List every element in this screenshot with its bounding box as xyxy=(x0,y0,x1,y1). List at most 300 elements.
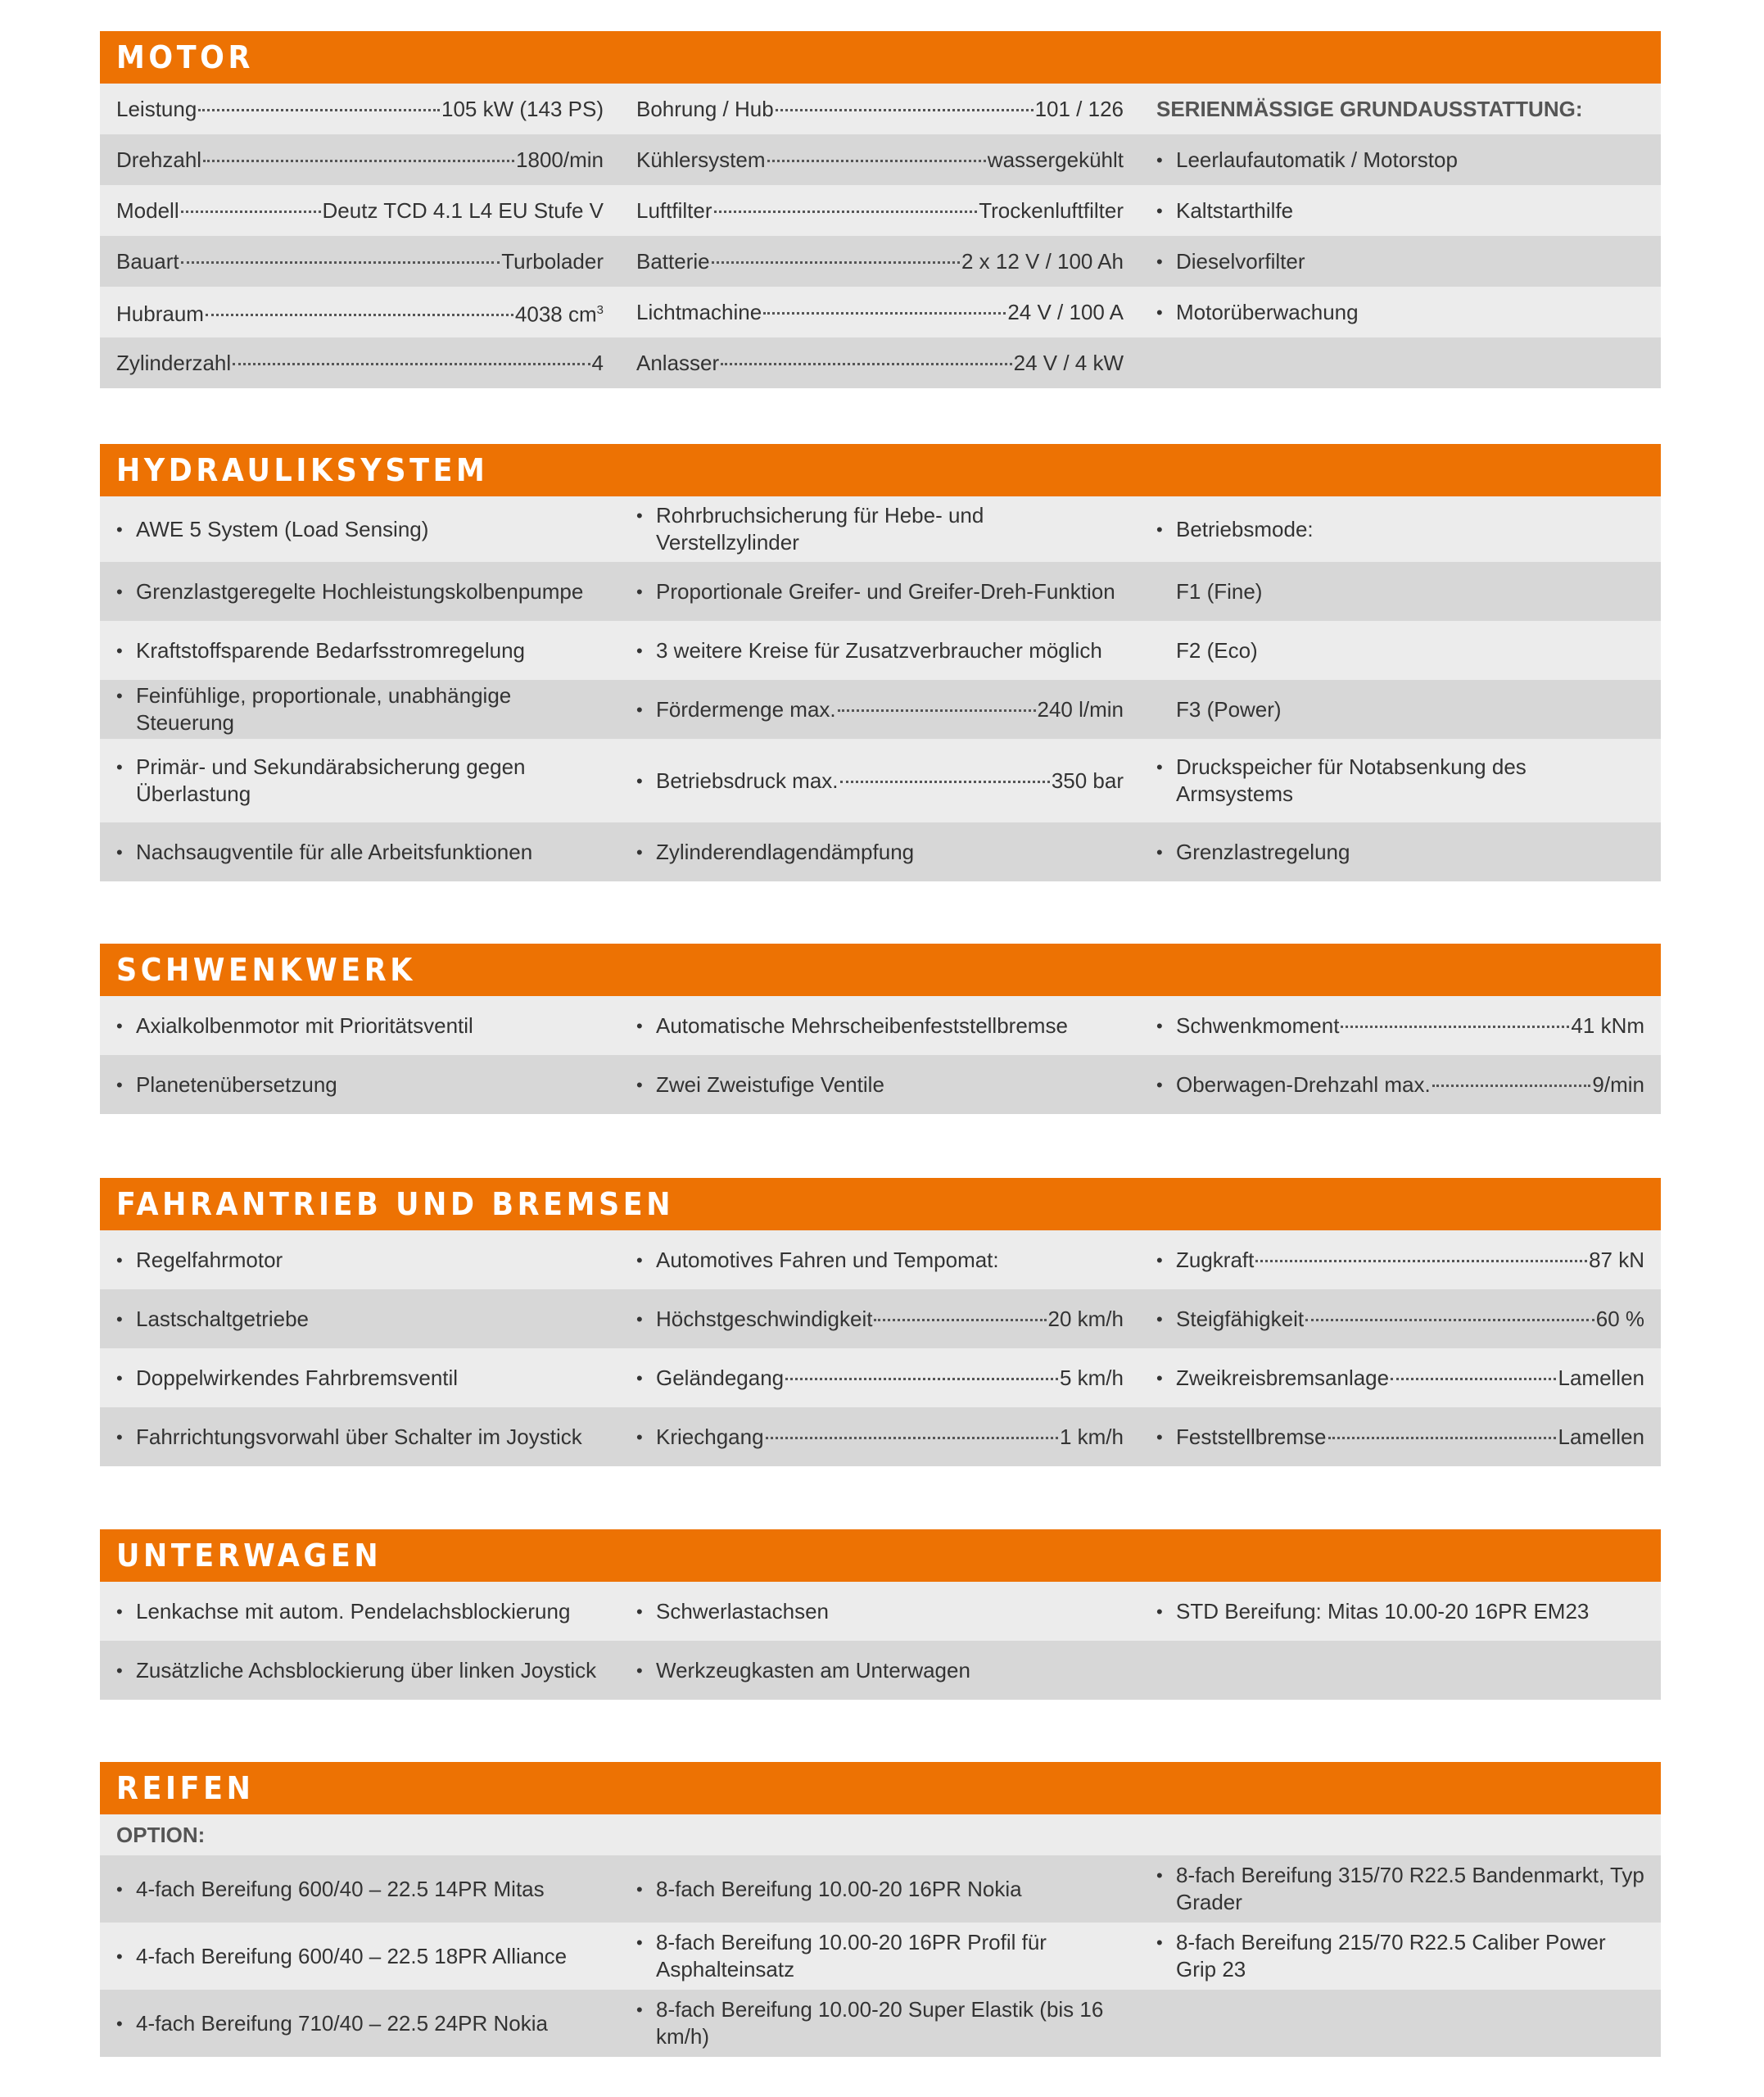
table-cell xyxy=(100,1990,620,2057)
bullet-dot: • xyxy=(636,1015,643,1036)
table-row xyxy=(100,621,1661,680)
table-row xyxy=(100,680,1661,739)
bullet-text: Werkzeugkasten am Unterwagen xyxy=(656,1657,970,1683)
bullet-text: Primär- und Sekundärabsicherung gegen Überlastung xyxy=(136,754,526,806)
dot-leader xyxy=(712,261,960,264)
spec-kv xyxy=(656,696,1124,723)
table-cell xyxy=(1140,680,1661,739)
bullet-text: Motorüberwachung xyxy=(1176,299,1359,324)
section-header xyxy=(100,1529,1661,1582)
spec-kv xyxy=(656,768,1124,795)
spec-value-text: 24 V / 4 kW xyxy=(1013,350,1124,375)
bullet-item xyxy=(636,1657,1124,1684)
bullet-text: Planetenübersetzung xyxy=(136,1071,337,1097)
bullet-dot: • xyxy=(116,1249,123,1270)
table-cell xyxy=(100,1855,620,1923)
dot-leader xyxy=(233,363,590,365)
bullet-dot: • xyxy=(636,1426,643,1447)
table-row xyxy=(100,1407,1661,1466)
dot-leader xyxy=(776,109,1034,111)
spec-value xyxy=(1035,96,1124,123)
bullet-item xyxy=(116,839,604,866)
section-motor xyxy=(100,31,1661,388)
table-row xyxy=(100,84,1661,134)
dot-leader xyxy=(721,363,1011,365)
mode-item: F3 (Power) xyxy=(1176,696,1282,722)
table-row xyxy=(100,562,1661,621)
bullet-dot: • xyxy=(116,1074,123,1095)
bullet-item xyxy=(636,578,1124,605)
bullet-dot: • xyxy=(116,841,123,863)
bullet-dot: • xyxy=(1156,301,1163,323)
spec-value-text: 4 xyxy=(591,350,604,375)
spec-value-text: 105 kW (143 PS) xyxy=(441,96,604,121)
spec-value xyxy=(961,248,1124,275)
bullet-text: Regelfahrmotor xyxy=(136,1247,283,1272)
bullet-item xyxy=(116,1876,604,1903)
table-cell xyxy=(1140,1407,1661,1466)
mode-item: F1 (Fine) xyxy=(1176,578,1263,604)
spec-value xyxy=(1060,1365,1124,1392)
spec-key: Geländegang xyxy=(656,1365,785,1390)
bullet-text: 3 weitere Kreise für Zusatzverbraucher möglich xyxy=(656,637,1102,663)
spec-key: Drehzahl xyxy=(116,147,202,172)
bullet-text: Axialkolbenmotor mit Prioritätsventil xyxy=(136,1012,473,1038)
spec-value xyxy=(592,350,604,377)
bullet-dot: • xyxy=(116,581,123,602)
table-cell xyxy=(100,1582,620,1641)
table-row xyxy=(100,287,1661,337)
bullet-text: 8-fach Bereifung 10.00-20 Super Elastik (bis 16 km/h) xyxy=(656,1997,1104,2049)
section-title: HYDRAULIKSYSTEM xyxy=(116,452,489,488)
table-cell xyxy=(620,621,1140,680)
table-cell xyxy=(100,496,620,562)
spec-item xyxy=(116,197,604,224)
spec-key: Modell xyxy=(116,197,179,223)
spec-kv xyxy=(1176,1365,1644,1392)
bullet-item xyxy=(636,502,1124,556)
spec-value-text: 87 kN xyxy=(1589,1247,1644,1272)
spec-value-text: 24 V / 100 A xyxy=(1007,299,1124,324)
spec-kv xyxy=(1176,1247,1644,1274)
spec-item xyxy=(116,248,604,275)
dot-leader xyxy=(714,211,978,213)
bullet-item xyxy=(116,1424,604,1451)
spec-value xyxy=(1596,1306,1644,1333)
spec-value-text: Deutz TCD 4.1 L4 EU Stufe V xyxy=(322,197,604,223)
bullet-text: Nachsaugventile für alle Arbeitsfunktionen xyxy=(136,839,533,864)
table-row xyxy=(100,1348,1661,1407)
bullet-text: Automotives Fahren und Tempomat: xyxy=(656,1247,999,1272)
dot-leader xyxy=(763,312,1006,315)
table-cell xyxy=(1140,1289,1661,1348)
bullet-dot: • xyxy=(1156,1932,1163,1953)
spec-key: Hubraum xyxy=(116,301,204,327)
spec-value xyxy=(1007,299,1124,326)
table-cell xyxy=(100,562,620,621)
bullet-dot: • xyxy=(116,2013,123,2034)
spec-item xyxy=(636,350,1124,377)
bullet-text: Leerlaufautomatik / Motorstop xyxy=(1176,147,1458,172)
bullet-dot: • xyxy=(1156,200,1163,221)
spec-value-text: 2 x 12 V / 100 Ah xyxy=(961,248,1124,274)
bullet-dot: • xyxy=(636,1878,643,1900)
spec-item xyxy=(116,350,604,377)
table-cell xyxy=(620,236,1140,287)
table-cell xyxy=(100,134,620,185)
bullet-text: Rohrbruchsicherung für Hebe- und Verstellzylinder xyxy=(656,503,984,555)
bullet-text: Feinfühlige, proportionale, unabhängige Steuerung xyxy=(136,683,512,735)
bullet-dot: • xyxy=(636,1249,643,1270)
table-cell xyxy=(1140,1348,1661,1407)
table-cell xyxy=(620,1990,1140,2057)
bullet-text: Lastschaltgetriebe xyxy=(136,1306,310,1331)
spec-key: Schwenkmoment xyxy=(1176,1012,1340,1038)
table-row xyxy=(100,996,1661,1055)
spec-value xyxy=(516,147,604,174)
spec-value-text: 5 km/h xyxy=(1059,1365,1124,1390)
spec-kv xyxy=(656,1365,1124,1392)
section-title: MOTOR xyxy=(116,39,255,75)
table-cell xyxy=(1140,1855,1661,1923)
table-row xyxy=(100,1289,1661,1348)
spec-value xyxy=(988,147,1124,174)
bullet-item xyxy=(116,1657,604,1684)
spec-item xyxy=(636,197,1124,224)
bullet-text: Dieselvorfilter xyxy=(1176,248,1305,274)
spec-value-text: 101 / 126 xyxy=(1034,96,1124,121)
dot-leader xyxy=(1391,1378,1556,1380)
spec-value-text: 60 % xyxy=(1595,1306,1644,1331)
table-row xyxy=(100,134,1661,185)
table-row xyxy=(100,1641,1661,1700)
table-row xyxy=(100,1855,1661,1923)
section-header xyxy=(100,944,1661,996)
table-cell xyxy=(1140,496,1661,562)
spec-value xyxy=(1558,1365,1644,1392)
table-cell xyxy=(1140,287,1661,337)
bullet-item xyxy=(116,637,604,664)
bullet-text: Proportionale Greifer- und Greifer-Dreh-Funktion xyxy=(656,578,1115,604)
bullet-dot: • xyxy=(116,1426,123,1447)
table-cell xyxy=(620,1855,1140,1923)
bullet-item xyxy=(636,1598,1124,1625)
spec-value-text: 350 bar xyxy=(1051,768,1124,793)
bullet-item xyxy=(116,682,604,736)
table-cell xyxy=(1140,1230,1661,1289)
spec-value xyxy=(979,197,1124,224)
bullet-dot: • xyxy=(636,1367,643,1388)
bullet-dot: • xyxy=(636,770,643,791)
spec-item xyxy=(636,96,1124,123)
table-cell xyxy=(100,996,620,1055)
spec-kv xyxy=(1176,1424,1644,1451)
table-cell xyxy=(100,822,620,881)
spec-value xyxy=(1014,350,1124,377)
bullet-dot: • xyxy=(116,519,123,540)
table-cell xyxy=(1140,996,1661,1055)
bullet-item xyxy=(1156,248,1644,275)
table-row xyxy=(100,496,1661,562)
table-cell xyxy=(100,287,620,337)
spec-item xyxy=(636,1365,1124,1392)
spec-value-text: Turbolader xyxy=(501,248,604,274)
bullet-item xyxy=(1156,299,1644,326)
bullet-dot: • xyxy=(1156,1865,1163,1886)
table-cell xyxy=(1140,337,1661,388)
table-cell xyxy=(100,1641,620,1700)
bullet-item xyxy=(116,1365,604,1392)
bullet-dot: • xyxy=(1156,1074,1163,1095)
bullet-item xyxy=(116,754,604,808)
bullet-dot: • xyxy=(116,1308,123,1329)
table-cell xyxy=(100,1348,620,1407)
bullet-item xyxy=(116,1012,604,1039)
bullet-text: Automatische Mehrscheibenfeststellbremse xyxy=(656,1012,1068,1038)
table-cell xyxy=(1140,562,1661,621)
bullet-text: Kaltstarthilfe xyxy=(1176,197,1294,223)
bullet-text: Fahrrichtungsvorwahl über Schalter im Joystick xyxy=(136,1424,582,1449)
bullet-item xyxy=(1156,516,1644,543)
spec-key: Kühlersystem xyxy=(636,147,766,172)
bullet-text: Zwei Zweistufige Ventile xyxy=(656,1071,884,1097)
bullet-text: 4-fach Bereifung 710/40 – 22.5 24PR Nokia xyxy=(136,2010,549,2036)
spec-value xyxy=(1558,1424,1644,1451)
section-fahrantrieb xyxy=(100,1178,1661,1466)
bullet-item xyxy=(636,1071,1124,1098)
bullet-item xyxy=(636,1996,1124,2050)
section-title: FAHRANTRIEB UND BREMSEN xyxy=(116,1186,675,1222)
spec-key: Oberwagen-Drehzahl max. xyxy=(1176,1071,1431,1097)
bullet-text: Doppelwirkendes Fahrbremsventil xyxy=(136,1365,459,1390)
spec-value xyxy=(1592,1071,1644,1098)
spec-value xyxy=(1060,1424,1124,1451)
bullet-dot: • xyxy=(636,2000,643,2020)
bullet-item xyxy=(1156,839,1644,866)
spec-item xyxy=(636,147,1124,174)
table-row xyxy=(100,236,1661,287)
table-row xyxy=(100,337,1661,388)
bullet-item xyxy=(636,1247,1124,1274)
spec-item xyxy=(636,768,1124,795)
bullet-item xyxy=(116,2010,604,2037)
table-cell xyxy=(620,996,1140,1055)
spec-value xyxy=(1571,1012,1644,1039)
spec-item xyxy=(636,1306,1124,1333)
spec-item xyxy=(1156,1424,1644,1451)
bullet-dot: • xyxy=(636,1308,643,1329)
bullet-dot: • xyxy=(116,1601,123,1622)
table-cell xyxy=(100,1407,620,1466)
spec-kv xyxy=(656,1424,1124,1451)
table-row xyxy=(100,822,1661,881)
section-schwenkwerk xyxy=(100,944,1661,1114)
spec-item xyxy=(116,96,604,123)
dot-leader xyxy=(1305,1319,1594,1321)
table-cell xyxy=(1140,1641,1661,1700)
bullet-dot: • xyxy=(1156,519,1163,540)
spec-value-text: Trockenluftfilter xyxy=(979,197,1124,223)
dot-leader xyxy=(1432,1085,1591,1087)
spec-value-text: 20 km/h xyxy=(1047,1306,1124,1331)
spec-item xyxy=(116,297,604,328)
spec-value xyxy=(441,96,604,123)
bullet-dot: • xyxy=(116,1878,123,1900)
table-cell xyxy=(100,185,620,236)
table-cell xyxy=(1140,739,1661,822)
bullet-dot: • xyxy=(636,505,643,526)
bullet-dot: • xyxy=(636,841,643,863)
table-cell xyxy=(100,84,620,134)
spec-item xyxy=(1156,1306,1644,1333)
dot-leader xyxy=(785,1378,1058,1380)
spec-kv xyxy=(1176,1071,1644,1098)
spec-item xyxy=(1156,1247,1644,1274)
bullet-dot: • xyxy=(1156,1601,1163,1622)
bullet-dot: • xyxy=(1156,251,1163,272)
bullet-text: 4-fach Bereifung 600/40 – 22.5 14PR Mitas xyxy=(136,1876,545,1901)
dot-leader xyxy=(206,314,513,316)
bullet-dot: • xyxy=(636,1660,643,1681)
table-cell xyxy=(620,822,1140,881)
bullet-dot: • xyxy=(636,581,643,602)
bullet-item xyxy=(116,1943,604,1970)
bullet-dot: • xyxy=(636,1932,643,1953)
spec-item xyxy=(636,696,1124,723)
table-cell xyxy=(620,1582,1140,1641)
dot-leader xyxy=(838,709,1036,712)
bullet-item xyxy=(116,1306,604,1333)
dot-leader xyxy=(1255,1260,1587,1262)
spec-key: Steigfähigkeit xyxy=(1176,1306,1305,1331)
bullet-dot: • xyxy=(1156,841,1163,863)
option-row xyxy=(100,1814,1661,1855)
table-cell xyxy=(100,337,620,388)
spec-key: Höchstgeschwindigkeit xyxy=(656,1306,873,1331)
table-cell xyxy=(620,496,1140,562)
mode-item: F2 (Eco) xyxy=(1176,637,1258,663)
section-header xyxy=(100,1762,1661,1814)
table-cell xyxy=(620,1407,1140,1466)
spec-value xyxy=(1589,1247,1644,1274)
table-cell xyxy=(620,1641,1140,1700)
bullet-item xyxy=(116,516,604,543)
spec-value xyxy=(515,297,604,328)
table-cell xyxy=(620,337,1140,388)
spec-key: Zugkraft xyxy=(1176,1247,1255,1272)
section-header xyxy=(100,1178,1661,1230)
dot-leader xyxy=(874,1319,1046,1321)
spec-item xyxy=(1156,1012,1644,1039)
spec-value-text: 1800/min xyxy=(516,147,604,172)
bullet-item xyxy=(116,1247,604,1274)
spec-key: Batterie xyxy=(636,248,710,274)
table-cell xyxy=(620,1289,1140,1348)
spec-value xyxy=(1052,768,1124,795)
spec-value-text: 4038 cm xyxy=(514,301,597,327)
dot-leader xyxy=(1341,1026,1569,1028)
section-reifen xyxy=(100,1762,1661,2057)
table-cell xyxy=(1140,1582,1661,1641)
bullet-item xyxy=(1156,197,1644,224)
section-title: REIFEN xyxy=(116,1770,255,1806)
bullet-item xyxy=(636,1876,1124,1903)
bullet-dot: • xyxy=(636,640,643,661)
bullet-dot: • xyxy=(636,699,643,720)
spec-item xyxy=(636,1424,1124,1451)
spec-key: Anlasser xyxy=(636,350,720,375)
spec-value xyxy=(1038,696,1124,723)
table-cell xyxy=(620,84,1140,134)
table-row xyxy=(100,1055,1661,1114)
spec-item xyxy=(636,248,1124,275)
dot-leader xyxy=(1328,1437,1557,1439)
dot-leader xyxy=(181,261,500,264)
bullet-dot: • xyxy=(116,1945,123,1967)
bullet-text: 4-fach Bereifung 600/40 – 22.5 18PR Alliance xyxy=(136,1943,568,1968)
bullet-dot: • xyxy=(1156,1249,1163,1270)
bullet-dot: • xyxy=(116,1660,123,1681)
spec-value-text: 1 km/h xyxy=(1059,1424,1124,1449)
spec-value-text: Lamellen xyxy=(1558,1424,1644,1449)
bullet-item xyxy=(1156,1598,1644,1625)
spec-value-text: wassergekühlt xyxy=(987,147,1124,172)
bullet-text: Zusätzliche Achsblockierung über linken Joystick xyxy=(136,1657,597,1683)
table-cell xyxy=(100,236,620,287)
table-cell xyxy=(620,134,1140,185)
spec-value xyxy=(1048,1306,1124,1333)
table-cell xyxy=(1140,134,1661,185)
bullet-item xyxy=(116,1071,604,1098)
bullet-item xyxy=(636,1012,1124,1039)
dot-leader xyxy=(203,160,514,162)
bullet-item xyxy=(116,1598,604,1625)
bullet-item xyxy=(1156,754,1644,808)
table-cell xyxy=(1140,84,1661,134)
bullet-dot: • xyxy=(1156,1426,1163,1447)
spec-key: Zweikreisbremsanlage xyxy=(1176,1365,1390,1390)
table-cell xyxy=(620,1923,1140,1990)
table-cell xyxy=(620,739,1140,822)
table-cell xyxy=(1140,822,1661,881)
section-title: SCHWENKWERK xyxy=(116,952,416,988)
bullet-dot: • xyxy=(116,686,123,706)
option-label: OPTION: xyxy=(116,1822,206,1847)
bullet-text: STD Bereifung: Mitas 10.00-20 16PR EM23 xyxy=(1176,1598,1590,1624)
spec-kv xyxy=(1176,1306,1644,1333)
table-cell xyxy=(100,1289,620,1348)
dot-leader xyxy=(767,160,986,162)
bullet-dot: • xyxy=(116,640,123,661)
section-header xyxy=(100,31,1661,84)
spec-key: Luftfilter xyxy=(636,197,712,223)
bullet-dot: • xyxy=(116,1367,123,1388)
table-row xyxy=(100,1923,1661,1990)
bullet-item xyxy=(1156,1929,1644,1983)
bullet-item xyxy=(116,578,604,605)
spec-key: Zylinderzahl xyxy=(116,350,232,375)
table-cell xyxy=(100,1230,620,1289)
spec-key: Bauart xyxy=(116,248,179,274)
bullet-text: Kraftstoffsparende Bedarfsstromregelung xyxy=(136,637,526,663)
bullet-text: 8-fach Bereifung 315/70 R22.5 Bandenmarkt, Typ Grader xyxy=(1176,1863,1644,1914)
table-cell xyxy=(100,621,620,680)
table-row xyxy=(100,1582,1661,1641)
standard-equipment-heading: SERIENMÄSSIGE GRUNDAUSSTATTUNG: xyxy=(1156,96,1583,121)
dot-leader xyxy=(766,1437,1058,1439)
spec-item xyxy=(636,299,1124,326)
table-cell xyxy=(1140,1990,1661,2057)
